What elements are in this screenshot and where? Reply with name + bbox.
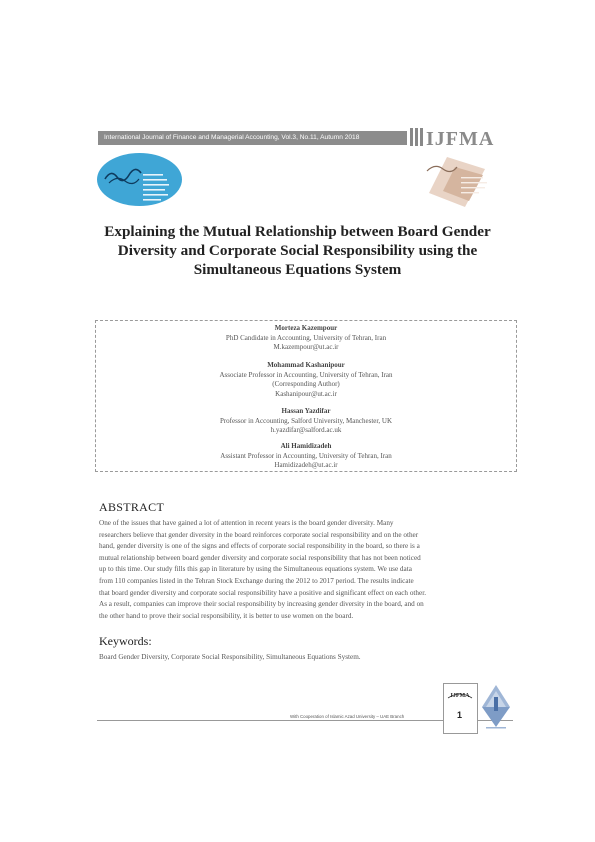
authors-box xyxy=(95,320,517,472)
author-name: Morteza Kazempour xyxy=(274,324,338,332)
abstract-line: mutual relationship between board gender diversity and corporate social responsibility that has not been noticed xyxy=(99,553,421,562)
ijfma-small-logo xyxy=(445,688,475,702)
author-email: Kashanipour@ut.ac.ir xyxy=(275,389,337,398)
ijfma-logo xyxy=(410,126,510,148)
author-email: h.yazdifar@salford.ac.uk xyxy=(270,426,342,435)
abstract-line: hand, gender diversity is one of the signs and effects of corporate social responsibility in the board, so there is a xyxy=(99,542,420,551)
author-affiliation: Professor in Accounting, Salford University, Manchester, UK xyxy=(219,416,393,425)
ijfma-logo-text: IJFMA xyxy=(426,128,495,148)
abstract-line: As a result, companies can improve their social responsibility by increasing gender diversity in the board, and on xyxy=(99,600,424,609)
author-name: Hassan Yazdifar xyxy=(281,407,331,415)
author-name: Mohammad Kashanipour xyxy=(267,361,345,369)
footer-cooperation-text: With Cooperation of Islamic Azad University – UAE Branch xyxy=(290,714,405,719)
paper-title xyxy=(90,222,505,279)
abstract-line: up to this time. Our study fills this gap in literature by using the Simultaneous equations system. We use data xyxy=(99,565,412,574)
author-name: Ali Hamidizadeh xyxy=(280,442,332,450)
oval-logo-calligraphy xyxy=(103,165,143,185)
oval-logo-text-lines xyxy=(143,172,177,204)
abstract-line: One of the issues that have gained a lot of attention in recent years is the board gender diversity. Many xyxy=(99,519,394,527)
ijfma-small-logo-text: IJFMA xyxy=(450,693,470,699)
page-number: 1 xyxy=(456,710,462,720)
author-email: M.kazempour@ut.ac.ir xyxy=(273,343,339,352)
journal-header-text: International Journal of Finance and Managerial Accounting, Vol.3, No.11, Autumn 2018 xyxy=(104,134,360,141)
author-role: (Corresponding Author) xyxy=(272,380,340,389)
journal-emblem-logo xyxy=(425,153,505,211)
abstract-line: from 110 companies listed in the Tehran Stock Exchange during the 2012 to 2017 period. The results indicate xyxy=(99,576,414,585)
keywords-heading: Keywords: xyxy=(99,634,152,648)
paper-title-line-1: Explaining the Mutual Relationship between Board Gender xyxy=(104,223,491,240)
author-email: Hamidizadeh@ut.ac.ir xyxy=(274,461,338,470)
author-block xyxy=(96,407,516,436)
author-block xyxy=(96,324,516,353)
abstract-heading: ABSTRACT xyxy=(99,500,165,514)
author-affiliation: Assistant Professor in Accounting, University of Tehran, Iran xyxy=(220,451,392,460)
paper-title-line-2: Diversity and Corporate Social Responsibility using the xyxy=(117,242,478,259)
abstract-body xyxy=(99,518,511,622)
author-affiliation: PhD Candidate in Accounting, University of Tehran, Iran xyxy=(225,333,387,342)
abstract-line: the other hand to prove their social responsibility, it is better to use women on the board. xyxy=(99,611,354,620)
author-block xyxy=(96,361,516,399)
abstract-line: that board gender diversity and corporate social responsibility have a positive and significant effect on each other. xyxy=(99,588,426,597)
author-affiliation: Associate Professor in Accounting, University of Tehran, Iran xyxy=(219,370,393,379)
paper-title-line-3: Simultaneous Equations System xyxy=(193,261,402,278)
author-block xyxy=(96,442,516,471)
university-emblem-logo xyxy=(480,683,512,733)
keywords-text: Board Gender Diversity, Corporate Social Responsibility, Simultaneous Equations System. xyxy=(99,653,361,661)
abstract-line: researchers believe that gender diversity in the board reinforces corporate social responsibility and on the other xyxy=(99,530,419,539)
